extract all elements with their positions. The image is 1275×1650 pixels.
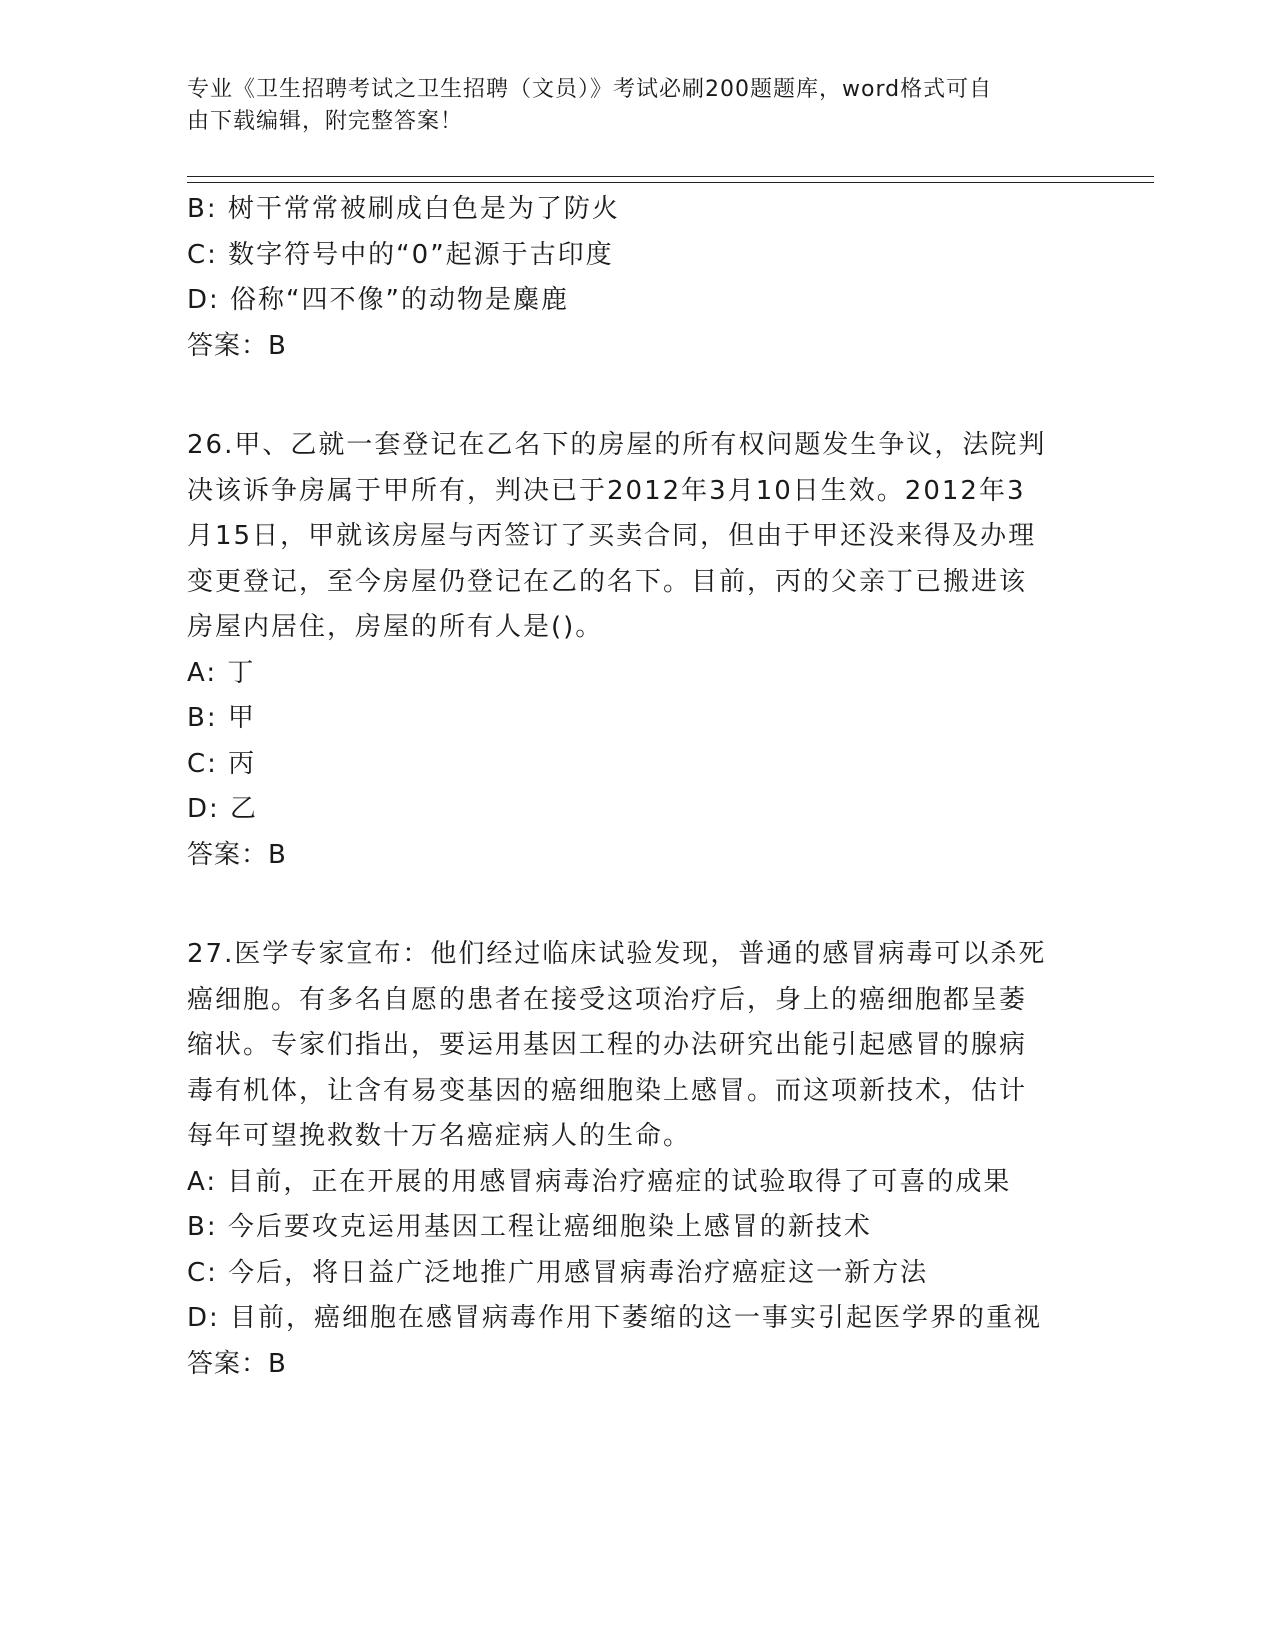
question-text-line: 癌细胞。有多名自愿的患者在接受这项治疗后，身上的癌细胞都呈萎 [187,984,1028,1015]
question-text-line: 缩状。专家们指出，要运用基因工程的办法研究出能引起感冒的腺病 [187,1030,1028,1060]
question-text-line: 27.医学专家宣布：他们经过临床试验发现，普通的感冒病毒可以杀死 [187,939,1047,969]
option-d: D: 目前，癌细胞在感冒病毒作用下萎缩的这一事实引起医学界的重视 [187,1303,1043,1333]
question-26-block [187,423,1087,878]
document-body [187,187,1087,1387]
document-header [187,74,1067,138]
previous-question-block [187,187,1087,369]
header-divider-bottom [187,182,1154,183]
option-b: B: 今后要攻克运用基因工程让癌细胞染上感冒的新技术 [187,1212,872,1242]
answer-line: 答案：B [187,1348,287,1379]
question-text-line: 26.甲、乙就一套登记在乙名下的房屋的所有权问题发生争议，法院判 [187,430,1047,460]
option-c: C: 数字符号中的“0”起源于古印度 [187,239,614,270]
answer-line: 答案：B [187,839,287,870]
option-b: B: 树干常常被刷成白色是为了防火 [187,194,620,224]
answer-line: 答案：B [187,330,287,361]
question-text-line: 决该诉争房属于甲所有，判决已于2012年3月10日生效。2012年3 [187,475,1026,506]
header-line-1: 专业《卫生招聘考试之卫生招聘（文员）》考试必刷200题题库，word格式可自 [187,77,993,102]
option-a: A: 丁 [187,657,256,688]
option-a: A: 目前，正在开展的用感冒病毒治疗癌症的试验取得了可喜的成果 [187,1166,1012,1197]
option-d: D: 俗称“四不像”的动物是麋鹿 [187,285,569,315]
question-text-line: 毒有机体，让含有易变基因的癌细胞染上感冒。而这项新技术，估计 [187,1075,1028,1106]
option-d: D: 乙 [187,794,259,824]
question-text-line: 月15日，甲就该房屋与丙签订了买卖合同，但由于甲还没来得及办理 [187,521,1037,551]
option-c: C: 今后，将日益广泛地推广用感冒病毒治疗癌症这一新方法 [187,1257,929,1288]
header-divider-top [187,176,1154,177]
spacer [187,878,1087,932]
question-text-line: 变更登记，至今房屋仍登记在乙的名下。目前，丙的父亲丁已搬进该 [187,566,1028,597]
question-text-line: 房屋内居住，房屋的所有人是()。 [187,612,604,642]
question-text-line: 每年可望挽救数十万名癌症病人的生命。 [187,1121,692,1151]
spacer [187,369,1087,423]
option-c: C: 丙 [187,748,257,779]
header-line-2: 由下载编辑，附完整答案！ [187,109,464,134]
question-27-block [187,932,1087,1387]
option-b: B: 甲 [187,703,256,733]
